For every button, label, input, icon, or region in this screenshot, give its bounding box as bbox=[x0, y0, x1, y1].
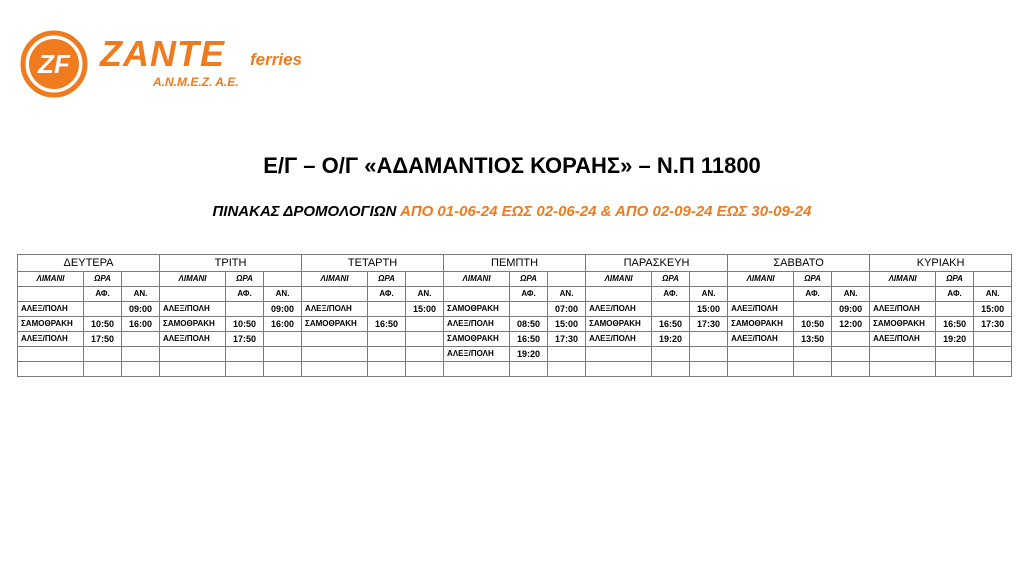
arrival-time-cell bbox=[406, 317, 444, 332]
port-header: ΛΙΜΑΝΙ bbox=[586, 272, 652, 287]
arrival-time-cell bbox=[406, 362, 444, 377]
arrival-time-cell bbox=[690, 347, 728, 362]
port-cell: ΣΑΜΟΘΡΑΚΗ bbox=[302, 317, 368, 332]
departure-header: ΑΦ. bbox=[84, 287, 122, 302]
header-blank bbox=[974, 272, 1012, 287]
port-cell bbox=[870, 347, 936, 362]
departure-time-cell bbox=[368, 347, 406, 362]
departure-time-cell: 19:20 bbox=[652, 332, 690, 347]
departure-time-cell: 19:20 bbox=[510, 347, 548, 362]
departure-header: ΑΦ. bbox=[368, 287, 406, 302]
table-row bbox=[18, 302, 1012, 317]
header-blank bbox=[18, 287, 84, 302]
port-cell: ΑΛΕΞ/ΠΟΛΗ bbox=[870, 332, 936, 347]
departure-time-cell bbox=[226, 347, 264, 362]
port-cell bbox=[870, 362, 936, 377]
table-row bbox=[18, 362, 1012, 377]
header-blank bbox=[122, 272, 160, 287]
day-header: ΚΥΡΙΑΚΗ bbox=[870, 255, 1012, 272]
schedule-subtitle bbox=[0, 203, 1024, 220]
departure-header: ΑΦ. bbox=[510, 287, 548, 302]
arrival-header: ΑΝ. bbox=[122, 287, 160, 302]
departure-time-cell: 19:20 bbox=[936, 332, 974, 347]
port-cell: ΣΑΜΟΘΡΑΚΗ bbox=[728, 317, 794, 332]
departure-time-cell bbox=[652, 362, 690, 377]
arrival-time-cell bbox=[122, 362, 160, 377]
port-cell bbox=[302, 332, 368, 347]
departure-time-cell bbox=[368, 362, 406, 377]
arrival-time-cell bbox=[264, 347, 302, 362]
departure-time-cell: 16:50 bbox=[652, 317, 690, 332]
port-cell: ΑΛΕΞ/ΠΟΛΗ bbox=[728, 302, 794, 317]
port-cell: ΣΑΜΟΘΡΑΚΗ bbox=[444, 332, 510, 347]
arrival-time-cell: 15:00 bbox=[974, 302, 1012, 317]
departure-time-cell bbox=[936, 362, 974, 377]
arrival-header: ΑΝ. bbox=[548, 287, 586, 302]
port-cell: ΣΑΜΟΘΡΑΚΗ bbox=[444, 302, 510, 317]
port-cell: ΑΛΕΞ/ΠΟΛΗ bbox=[444, 347, 510, 362]
port-cell: ΣΑΜΟΘΡΑΚΗ bbox=[160, 317, 226, 332]
time-header: ΩΡΑ bbox=[510, 272, 548, 287]
departure-header: ΑΦ. bbox=[794, 287, 832, 302]
port-cell: ΣΑΜΟΘΡΑΚΗ bbox=[870, 317, 936, 332]
arrival-time-cell: 15:00 bbox=[548, 317, 586, 332]
header-blank bbox=[690, 272, 728, 287]
day-header-row bbox=[18, 255, 1012, 272]
arrival-time-cell: 16:00 bbox=[264, 317, 302, 332]
port-cell: ΑΛΕΞ/ΠΟΛΗ bbox=[586, 302, 652, 317]
port-cell: ΣΑΜΟΘΡΑΚΗ bbox=[18, 317, 84, 332]
day-header: ΤΡΙΤΗ bbox=[160, 255, 302, 272]
arrival-header: ΑΝ. bbox=[264, 287, 302, 302]
port-header: ΛΙΜΑΝΙ bbox=[870, 272, 936, 287]
port-cell bbox=[160, 362, 226, 377]
brand-tagline: ferries bbox=[250, 50, 302, 69]
port-cell: ΣΑΜΟΘΡΑΚΗ bbox=[586, 317, 652, 332]
arrival-time-cell: 15:00 bbox=[690, 302, 728, 317]
zante-ferries-logo-icon bbox=[20, 30, 88, 98]
port-header: ΛΙΜΑΝΙ bbox=[302, 272, 368, 287]
port-header: ΛΙΜΑΝΙ bbox=[728, 272, 794, 287]
day-header: ΠΑΡΑΣΚΕΥΗ bbox=[586, 255, 728, 272]
departure-time-cell bbox=[794, 302, 832, 317]
arrival-time-cell bbox=[832, 332, 870, 347]
port-cell: ΑΛΕΞ/ΠΟΛΗ bbox=[302, 302, 368, 317]
arrival-time-cell bbox=[832, 362, 870, 377]
departure-header: ΑΦ. bbox=[652, 287, 690, 302]
port-cell bbox=[586, 362, 652, 377]
departure-time-cell: 16:50 bbox=[936, 317, 974, 332]
arrival-time-cell bbox=[690, 332, 728, 347]
departure-time-cell bbox=[368, 302, 406, 317]
page-title: Ε/Γ – Ο/Γ «ΑΔΑΜΑΝΤΙΟΣ ΚΟΡΑΗΣ» – Ν.Π 11800 bbox=[263, 153, 761, 178]
departure-time-cell: 13:50 bbox=[794, 332, 832, 347]
svg-text:ZF: ZF bbox=[38, 49, 70, 79]
port-cell: ΑΛΕΞ/ΠΟΛΗ bbox=[160, 302, 226, 317]
time-header: ΩΡΑ bbox=[936, 272, 974, 287]
header-blank bbox=[444, 287, 510, 302]
port-cell bbox=[302, 347, 368, 362]
arrival-time-cell bbox=[122, 347, 160, 362]
arrival-time-cell: 17:30 bbox=[974, 317, 1012, 332]
header-blank bbox=[406, 272, 444, 287]
brand-logo bbox=[20, 30, 340, 100]
departure-time-cell: 08:50 bbox=[510, 317, 548, 332]
port-cell bbox=[728, 362, 794, 377]
departure-time-cell bbox=[652, 347, 690, 362]
day-header: ΠΕΜΠΤΗ bbox=[444, 255, 586, 272]
arrival-time-cell bbox=[264, 332, 302, 347]
departure-time-cell bbox=[368, 332, 406, 347]
departure-time-cell: 16:50 bbox=[368, 317, 406, 332]
port-header: ΛΙΜΑΝΙ bbox=[444, 272, 510, 287]
port-header: ΛΙΜΑΝΙ bbox=[160, 272, 226, 287]
header-blank bbox=[160, 287, 226, 302]
arrival-time-cell bbox=[974, 362, 1012, 377]
departure-header: ΑΦ. bbox=[226, 287, 264, 302]
departure-time-cell bbox=[84, 302, 122, 317]
header-blank bbox=[870, 287, 936, 302]
day-header: ΤΕΤΑΡΤΗ bbox=[302, 255, 444, 272]
arrival-time-cell bbox=[406, 332, 444, 347]
arrival-time-cell: 16:00 bbox=[122, 317, 160, 332]
departure-time-cell: 17:50 bbox=[84, 332, 122, 347]
brand-name: ZANTE bbox=[100, 33, 225, 74]
arrival-time-cell bbox=[406, 347, 444, 362]
arrival-time-cell bbox=[548, 362, 586, 377]
arrival-time-cell: 09:00 bbox=[122, 302, 160, 317]
header-blank bbox=[832, 272, 870, 287]
header-blank bbox=[302, 287, 368, 302]
port-cell bbox=[18, 362, 84, 377]
arrival-time-cell: 07:00 bbox=[548, 302, 586, 317]
arrival-time-cell: 09:00 bbox=[832, 302, 870, 317]
arrival-time-cell bbox=[974, 347, 1012, 362]
arrival-time-cell bbox=[832, 347, 870, 362]
departure-time-cell: 10:50 bbox=[794, 317, 832, 332]
time-header: ΩΡΑ bbox=[652, 272, 690, 287]
arrival-header: ΑΝ. bbox=[690, 287, 728, 302]
arrival-time-cell: 15:00 bbox=[406, 302, 444, 317]
day-header: ΣΑΒΒΑΤΟ bbox=[728, 255, 870, 272]
time-header: ΩΡΑ bbox=[226, 272, 264, 287]
port-cell bbox=[586, 347, 652, 362]
arrival-header: ΑΝ. bbox=[406, 287, 444, 302]
arrival-time-cell: 17:30 bbox=[690, 317, 728, 332]
arrival-time-cell bbox=[264, 362, 302, 377]
port-cell: ΑΛΕΞ/ΠΟΛΗ bbox=[18, 302, 84, 317]
time-header: ΩΡΑ bbox=[84, 272, 122, 287]
port-header: ΛΙΜΑΝΙ bbox=[18, 272, 84, 287]
table-row bbox=[18, 347, 1012, 362]
departure-time-cell bbox=[936, 302, 974, 317]
column-header-row bbox=[18, 272, 1012, 287]
departure-time-cell bbox=[652, 302, 690, 317]
departure-time-cell: 10:50 bbox=[226, 317, 264, 332]
departure-time-cell bbox=[226, 362, 264, 377]
header-blank bbox=[586, 287, 652, 302]
subtitle-period: ΑΠΟ 01-06-24 ΕΩΣ 02-06-24 & ΑΠΟ 02-09-24 ΕΩΣ 30-09-24 bbox=[400, 203, 812, 220]
schedule-table bbox=[17, 254, 1012, 377]
departure-time-cell bbox=[936, 347, 974, 362]
departure-time-cell: 10:50 bbox=[84, 317, 122, 332]
header-blank bbox=[728, 287, 794, 302]
port-cell: ΑΛΕΞ/ΠΟΛΗ bbox=[870, 302, 936, 317]
port-cell bbox=[18, 347, 84, 362]
arrival-time-cell bbox=[974, 332, 1012, 347]
port-cell bbox=[160, 347, 226, 362]
departure-time-cell bbox=[794, 362, 832, 377]
header-blank bbox=[264, 272, 302, 287]
subtitle-label: ΠΙΝΑΚΑΣ ΔΡΟΜΟΛΟΓΙΩΝ bbox=[212, 203, 397, 220]
day-header: ΔΕΥΤΕΡΑ bbox=[18, 255, 160, 272]
time-header: ΩΡΑ bbox=[794, 272, 832, 287]
port-cell: ΑΛΕΞ/ΠΟΛΗ bbox=[444, 317, 510, 332]
brand-company: Α.Ν.Μ.Ε.Ζ. Α.Ε. bbox=[153, 75, 239, 89]
table-row bbox=[18, 332, 1012, 347]
arrival-header: ΑΝ. bbox=[974, 287, 1012, 302]
departure-header: ΑΦ. bbox=[936, 287, 974, 302]
port-cell bbox=[444, 362, 510, 377]
port-cell: ΑΛΕΞ/ΠΟΛΗ bbox=[728, 332, 794, 347]
departure-time-cell bbox=[510, 302, 548, 317]
table-row bbox=[18, 317, 1012, 332]
arrival-time-cell bbox=[122, 332, 160, 347]
departure-time-cell bbox=[510, 362, 548, 377]
arrival-header: ΑΝ. bbox=[832, 287, 870, 302]
port-cell: ΑΛΕΞ/ΠΟΛΗ bbox=[160, 332, 226, 347]
arrival-time-cell: 17:30 bbox=[548, 332, 586, 347]
arrival-time-cell: 09:00 bbox=[264, 302, 302, 317]
header-blank bbox=[548, 272, 586, 287]
dep-arr-header-row bbox=[18, 287, 1012, 302]
departure-time-cell bbox=[226, 302, 264, 317]
arrival-time-cell bbox=[690, 362, 728, 377]
port-cell: ΑΛΕΞ/ΠΟΛΗ bbox=[586, 332, 652, 347]
departure-time-cell bbox=[84, 362, 122, 377]
arrival-time-cell bbox=[548, 347, 586, 362]
port-cell: ΑΛΕΞ/ΠΟΛΗ bbox=[18, 332, 84, 347]
departure-time-cell: 16:50 bbox=[510, 332, 548, 347]
time-header: ΩΡΑ bbox=[368, 272, 406, 287]
departure-time-cell bbox=[84, 347, 122, 362]
departure-time-cell: 17:50 bbox=[226, 332, 264, 347]
arrival-time-cell: 12:00 bbox=[832, 317, 870, 332]
port-cell bbox=[302, 362, 368, 377]
port-cell bbox=[728, 347, 794, 362]
departure-time-cell bbox=[794, 347, 832, 362]
